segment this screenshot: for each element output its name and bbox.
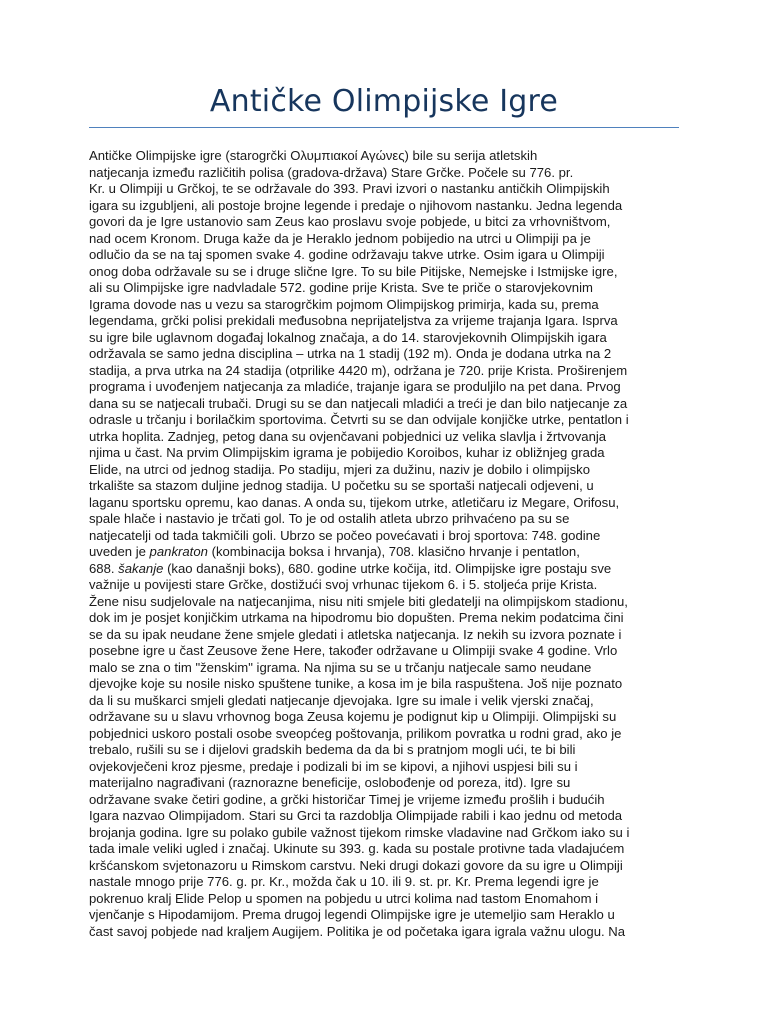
body-text-segment: ovjekovječeni kroz pjesme, predaje i podizali bi im se kipovi, a njihovi uspjesi bili su i <box>89 758 578 774</box>
body-line <box>89 726 681 743</box>
body-text-segment: Antičke Olimpijske igre (starogrčki Ολυμπιακοί Αγώνες) bile su serija atletskih <box>89 148 538 163</box>
body-text-segment: utrka hoplita. Zadnjeg, petog dana su ovjenčavani pobjednici uz velika slavlja i žrtvovanja <box>89 428 607 444</box>
body-line <box>89 445 681 462</box>
body-line <box>89 198 681 215</box>
body-text-segment: legendama, grčki polisi prekidali međusobna neprijateljstva za vrijeme trajanja Igara. Isprva <box>89 313 618 328</box>
document-body <box>89 148 689 940</box>
body-line <box>89 660 681 677</box>
emphasized-term: šakanje <box>118 560 164 576</box>
body-text-segment: ali su Olimpijske igre nadvladale 572. godine prije Krista. Sve te priče o starovjekovnim <box>89 280 593 295</box>
body-line <box>89 742 681 759</box>
body-line <box>89 363 681 380</box>
body-line <box>89 643 681 660</box>
emphasized-term: pankraton <box>149 544 208 559</box>
body-text-segment: Igara nazvao Olimpijadom. Stari su Grci ta razdoblja Olimpijade rabili i kao jednu od metoda <box>89 808 623 823</box>
body-text-segment: nad ocem Kronom. Druga kaže da je Heraklo jednom pobijedio na utrci u Olimpiji pa je <box>89 230 591 246</box>
body-line <box>89 462 681 479</box>
body-text-segment: vjenčanje s Hipodamijom. Prema drugoj legendi Olimpijske igre je utemeljio sam Heraklo u <box>89 907 615 922</box>
body-text-segment: dana su se natjecali trubači. Drugi su se dan natjecali mladići a treći je dan bilo natjecanje za <box>89 395 628 411</box>
body-line <box>89 165 681 182</box>
body-line <box>89 676 681 693</box>
body-line <box>89 396 681 413</box>
body-text-segment: čast savoj pobjede nad kraljem Augijem. Politika je od početaka igara igrala važnu ulogu. Na <box>89 923 626 939</box>
body-text-segment: tada imale veliki ugled i značaj. Ukinute su 393. g. kada su postale protivne tada vladajućem <box>89 841 625 856</box>
body-text-segment: Žene nisu sudjelovale na natjecanjima, nisu niti smjele biti gledatelji na olimpijskom stadionu, <box>89 593 628 609</box>
body-text-segment: govori da je Igre ustanovio sam Zeus kao proslavu svoje pobjede, u bitci za vrhovništvom, <box>89 214 611 229</box>
body-text-segment: Igrama dovode nas u vezu sa starogrčkim pojmom Olimpijskog primirja, kada su, prema <box>89 296 599 312</box>
body-line <box>89 429 681 446</box>
body-text-segment: trebalo, rušili su se i dijelovi gradskih bedema da da bi s pratnjom mogli ući, te bi bili <box>89 742 576 757</box>
body-text-segment: laganu sportsku opremu, kao danas. A onda su, tijekom utrke, atletičaru iz Megare, Orifosu, <box>89 494 620 510</box>
body-text-segment: 688. <box>89 560 119 576</box>
body-line <box>89 709 681 726</box>
body-line <box>89 346 681 363</box>
body-line <box>89 610 681 627</box>
document-title: Antičke Olimpijske Igre <box>209 84 559 119</box>
body-text-segment: se da su ipak neudane žene smjele gledati i atletska natjecanja. Iz nekih su izvora poznate i <box>89 626 622 642</box>
body-text-segment: igara su izgubljeni, ali postoje brojne legende i predaje o njihovom nastanku. Jedna legenda <box>89 197 623 213</box>
body-line <box>89 627 681 644</box>
body-line <box>89 478 681 495</box>
body-line <box>89 528 681 545</box>
body-text-segment: programa i uvođenjem natjecanja za mladiće, trajanje igara se produljilo na pet dana. Prvog <box>89 379 621 394</box>
body-line <box>89 264 681 281</box>
body-text-segment: spale hlače i nastavio je trčati gol. To je od ostalih atleta ubrzo prihvaćeno pa su se <box>89 511 570 526</box>
body-line <box>89 412 681 429</box>
body-text-segment: njima u čast. Na prvim Olimpijskim igrama je pobijedio Koroibos, kuhar iz obližnjeg grada <box>89 445 605 460</box>
body-text-segment: posebne igre u čast Zeusove žene Here, također održavane u Olimpiji svake 4 godine. Vrlo <box>89 643 618 658</box>
body-line <box>89 577 681 594</box>
body-line <box>89 561 681 578</box>
body-text-segment: odrasle u trčanju i borilačkim sportovima. Četvrti su se dan odvijale konjičke utrke, pentatlon i <box>89 412 629 427</box>
body-text-segment: natjecanja između različitih polisa (gradova-država) Stare Grčke. Počele su 776. pr. <box>89 164 574 180</box>
body-text-segment: malo se zna o tim "ženskim" igrama. Na njima su se u trčanju natjecale samo neudane <box>89 659 592 675</box>
body-line <box>89 759 681 776</box>
body-line <box>89 544 681 561</box>
body-text-segment: Kr. u Olimpiji u Grčkoj, te se održavale do 393. Pravi izvori o nastanku antičkih Olimpijskih <box>89 181 610 196</box>
body-line <box>89 511 681 528</box>
body-line <box>89 874 681 891</box>
body-line <box>89 808 681 825</box>
body-text-segment: dok im je posjet konjičkim utrkama na hipodromu bio dopušten. Prema nekim podatcima čini <box>89 610 624 625</box>
body-text-segment: uveden je <box>89 544 150 559</box>
body-line <box>89 858 681 875</box>
body-text-segment: pobjednici uskoro postali osobe sveopćeg poštovanja, prilikom povratka u rodni grad, ako je <box>89 725 622 741</box>
body-line <box>89 495 681 512</box>
body-text-segment: djevojke koje su nosile nisko spuštene tunike, a kosa im je bila raspuštena. Još nije poznato <box>89 676 623 691</box>
body-text-segment: Elide, na utrci od jednog stadija. Po stadiju, mjeri za dužinu, naziv je dobilo i olimpijsko <box>89 461 591 477</box>
body-text-segment: su igre bile uglavnom događaj lokalnog značaja, a do 14. starovjekovnih Olimpijskih igara <box>89 329 607 345</box>
body-line <box>89 181 681 198</box>
body-text-segment: stadija, a prva utrka na 24 stadija (otprilike 4420 m), održana je 720. prije Krista. Proširenjem <box>89 362 628 378</box>
body-text-segment: kršćanskom svjetonazoru u Rimskom carstvu. Neki drugi dokazi govore da su igre u Olimpiji <box>89 857 623 873</box>
body-line <box>89 825 681 842</box>
body-line <box>89 231 681 248</box>
body-line <box>89 330 681 347</box>
body-text-segment: održavane su u slavu vrhovnog boga Zeusa kojemu je podignut kip u Olimpiji. Olimpijski su <box>89 709 617 724</box>
body-line <box>89 891 681 908</box>
body-text-segment: trkalište sa stazom duljine jednog stadija. U početku su se sportaši natjecali odjeveni, u <box>89 478 594 493</box>
body-line <box>89 148 681 165</box>
body-text-segment: materijalno nagrađivani (raznorazne beneficije, oslobođenje od poreza, itd). Igre su <box>89 775 571 790</box>
body-line <box>89 924 681 941</box>
title-underline <box>89 127 679 128</box>
body-line <box>89 313 681 330</box>
body-line <box>89 594 681 611</box>
body-text-segment: važnije u povijesti stare Grčke, dostižući svoj vrhunac tijekom 6. i 5. stoljeća prije Krista. <box>89 577 598 592</box>
body-text-segment: (kao današnji boks), 680. godine utrke kočija, itd. Olimpijske igre postaju sve <box>163 560 612 576</box>
body-text-segment: odlučio da se na taj spomen svake 4. godine održavaju takve utrke. Osim igara u Olimpiji <box>89 247 605 262</box>
body-line <box>89 841 681 858</box>
body-text-segment: brojanja godina. Igre su polako gubile važnost tijekom rimske vladavine nad Grčkom iako su i <box>89 824 630 840</box>
body-text-segment: održavane svake četiri godine, a grčki historičar Timej je vrijeme između prošlih i budućih <box>89 791 605 807</box>
body-line <box>89 693 681 710</box>
body-line <box>89 775 681 792</box>
body-line <box>89 379 681 396</box>
body-line <box>89 907 681 924</box>
body-line <box>89 297 681 314</box>
body-text-segment: natjecatelji od tada takmičili goli. Ubrzo se počeo povećavati i broj sportova: 748. godine <box>89 527 601 543</box>
body-text-segment: onog doba održavale su se i druge slične Igre. To su bile Pitijske, Nemejske i Istmijske igre, <box>89 263 618 279</box>
body-text-segment: nastale mnogo prije 776. g. pr. Kr., možda čak u 10. ili 9. st. pr. Kr. Prema legendi igre je <box>89 874 599 889</box>
body-line <box>89 280 681 297</box>
body-text-segment: da li su muškarci smjeli gledati natjecanje djevojaka. Igre su imale i velik vjerski značaj, <box>89 692 594 708</box>
body-line <box>89 792 681 809</box>
body-line <box>89 247 681 264</box>
body-text-segment: održavala se samo jedna disciplina – utrka na 1 stadij (192 m). Onda je dodana utrka na 2 <box>89 346 612 361</box>
body-line <box>89 214 681 231</box>
body-text-segment: (kombinacija boksa i hrvanja), 708. klasično hrvanje i pentatlon, <box>207 544 580 559</box>
body-text-segment: pokrenuo kralj Elide Pelop u spomen na pobjedu u utrci kolima nad tastom Enomahom i <box>89 890 599 906</box>
